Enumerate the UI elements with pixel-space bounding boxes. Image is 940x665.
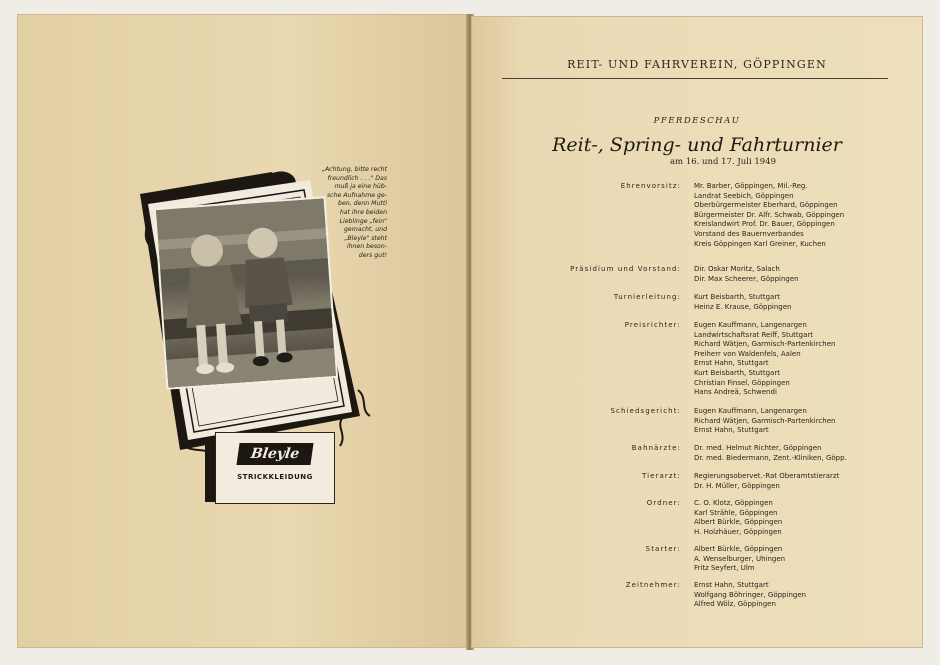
name-line: Freiherr von Waldenfels, Aalen xyxy=(694,349,801,358)
brand-logo: Bleyle xyxy=(236,443,313,465)
name-line: Dir. Oskar Moritz, Salach xyxy=(694,265,780,273)
name-line: H. Holzhäuer, Göppingen xyxy=(694,527,782,536)
name-line: Ernst Hahn, Stuttgart xyxy=(694,359,769,368)
brand-subtitle: STRICKKLEIDUNG xyxy=(237,473,313,481)
name-line: Ernst Hahn, Stuttgart xyxy=(694,426,769,435)
role-names xyxy=(694,407,835,436)
name-line: Landrat Seebich, Göppingen xyxy=(694,191,794,200)
name-line: Albert Bürkle, Göppingen xyxy=(694,545,783,553)
role-label: Preisrichter: xyxy=(624,321,681,329)
name-line: Alfred Wölz, Göppingen xyxy=(694,600,776,609)
name-line: Kurt Beisbarth, Stuttgart xyxy=(694,293,780,301)
name-line: Heinz E. Krause, Göppingen xyxy=(694,302,792,311)
name-line: Dir. Max Scheerer, Göppingen xyxy=(694,274,799,283)
name-line: Christian Finsel, Göppingen xyxy=(694,378,790,387)
role-label: Schiedsgericht: xyxy=(610,407,681,415)
name-line: Dr. med. Biedermann, Zent.-Kliniken, Göpp. xyxy=(694,453,847,462)
role-names xyxy=(694,182,844,249)
name-line: A. Wenselburger, Uhingen xyxy=(694,554,786,563)
name-line: Albert Bürkle, Göppingen xyxy=(694,518,783,527)
role-label: Bahnärzte: xyxy=(631,444,681,452)
event-type: PFERDESCHAU xyxy=(653,116,741,126)
name-line: Richard Wätjen, Garmisch-Partenkirchen xyxy=(694,340,836,349)
role-names xyxy=(694,499,782,537)
header-rule xyxy=(502,78,888,79)
role-label: Turnierleitung: xyxy=(613,293,681,301)
role-names xyxy=(694,581,806,610)
role-label: Ehrenvorsitz: xyxy=(620,182,681,190)
name-line: Regierungsobervet.-Rat Oberamtstierarzt xyxy=(694,472,840,480)
right-page xyxy=(471,16,923,648)
left-page xyxy=(17,14,469,648)
name-line: Vorstand des Bauernverbandes xyxy=(694,229,804,238)
name-line: Landwirtschaftsrat Reiff, Stuttgart xyxy=(694,330,813,339)
bleyle-advertisement xyxy=(122,154,387,514)
name-line: Dr. H. Müller, Göppingen xyxy=(694,481,780,490)
name-line: C. O. Klotz, Göppingen xyxy=(694,499,773,507)
club-name: REIT- UND FAHRVEREIN, GÖPPINGEN xyxy=(567,58,827,71)
name-line: Eugen Kauffmann, Langenargen xyxy=(694,321,807,329)
name-line: Eugen Kauffmann, Langenargen xyxy=(694,407,807,415)
role-names xyxy=(694,545,785,574)
name-line: Fritz Seyfert, Ulm xyxy=(694,564,755,573)
role-label: Zeitnehmer: xyxy=(625,581,681,589)
event-date: am 16. und 17. Juli 1949 xyxy=(669,157,776,167)
name-line: Kreislandwirt Prof. Dr. Bauer, Göppingen xyxy=(694,220,835,229)
role-label: Starter: xyxy=(645,545,681,553)
role-label: Ordner: xyxy=(646,499,681,507)
role-label: Tierarzt: xyxy=(641,472,681,480)
role-names xyxy=(694,472,839,491)
role-names xyxy=(694,444,847,463)
name-line: Ernst Hahn, Stuttgart xyxy=(694,581,769,589)
name-line: Bürgermeister Dr. Alfr. Schwab, Göppingen xyxy=(694,210,845,219)
role-names xyxy=(694,321,835,398)
role-names xyxy=(694,293,791,312)
role-names xyxy=(694,265,799,284)
name-line: Kurt Beisbarth, Stuttgart xyxy=(694,368,780,377)
name-line: Wolfgang Böhringer, Göppingen xyxy=(694,590,807,599)
name-line: Richard Wätjen, Garmisch-Partenkirchen xyxy=(694,416,836,425)
name-line: Hans Andreä, Schwendi xyxy=(694,388,777,397)
name-line: Kreis Göppingen Karl Greiner, Kuchen xyxy=(694,239,826,248)
brand-card xyxy=(215,432,335,504)
role-label: Präsidium und Vorstand: xyxy=(570,265,681,273)
name-line: Oberbürgermeister Eberhard, Göppingen xyxy=(694,201,838,210)
event-title: Reit-, Spring- und Fahrturnier xyxy=(552,134,842,156)
name-line: Dr. med. Helmut Richter, Göppingen xyxy=(694,444,822,452)
name-line: Mr. Barber, Göppingen, Mil.-Reg. xyxy=(694,182,808,190)
name-line: Karl Strähle, Göppingen xyxy=(694,508,778,517)
ad-caption: „Achtung, bitte recht freundlich . . ." Das muß ja eine hüb- sche Aufnahme ge- ben, denn Mutti hat ihre beiden Lieblinge „fein" gemacht, und „Bleyle" steht ihnen beson- ders gut! xyxy=(321,166,387,259)
